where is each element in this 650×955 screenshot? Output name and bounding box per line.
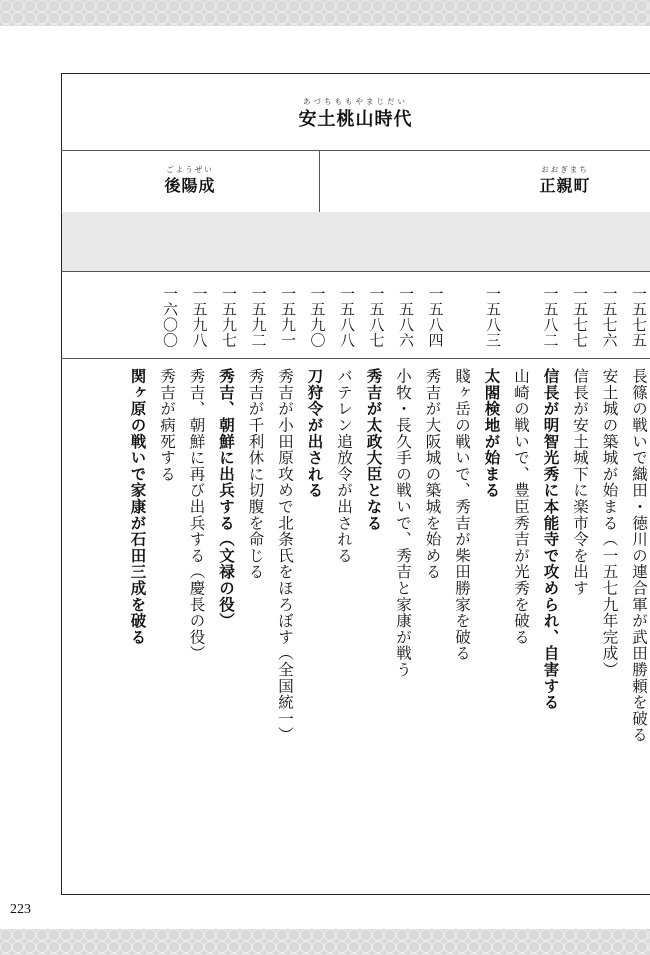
bottom-decorative-band: [0, 929, 650, 955]
divider-years: [61, 358, 650, 359]
year-cell: 一五九〇: [308, 286, 327, 348]
event-text: 長篠の戦いで織田・徳川の連合軍が武田勝頼を破る: [630, 368, 648, 743]
page-number: 223: [10, 902, 31, 917]
year-cell: 一五八八: [338, 286, 356, 348]
event-text: 太閤検地が始まる: [482, 368, 501, 499]
event-text: 秀吉が千利休に切腹を命じる: [246, 368, 265, 580]
event-row: [70, 368, 646, 888]
event-text: 山崎の戦いで、豊臣秀吉が光秀を破る: [512, 368, 530, 646]
year-cell: 一五八三: [484, 286, 502, 348]
year-cell: 一五七五: [630, 286, 648, 348]
era-ruby: あづちももやまじだい: [303, 97, 408, 106]
event-text: 安土城の築城が始まる（一五七九年完成）: [600, 368, 619, 678]
year-cell: 一五八六: [397, 286, 415, 348]
year-cell: 一五七六: [600, 286, 619, 348]
emperor-ogimachi: [520, 164, 610, 196]
emperor-ruby: おおぎまち: [541, 165, 589, 174]
year-cell: 一五九七: [220, 286, 238, 348]
year-cell: 一五八七: [367, 286, 386, 348]
year-row: [70, 286, 646, 356]
event-text: 信長が明智光秀に本能寺で攻められ、自害する: [541, 368, 560, 711]
event-text: 秀吉、朝鮮に出兵する（文禄の役）: [217, 368, 235, 629]
event-text: 小牧・長久手の戦いで、秀吉と家康が戦う: [394, 368, 412, 678]
year-cell: 一五八四: [426, 286, 445, 348]
divider-emperor-columns: [319, 150, 320, 212]
event-text: バテレン追放令が出される: [335, 368, 353, 564]
year-cell: 一五七七: [571, 286, 589, 348]
empty-shaded-row: [62, 212, 650, 271]
event-text: 秀吉が太政大臣となる: [364, 368, 383, 531]
divider-era: [61, 150, 650, 151]
emperor-goyozei: [145, 164, 235, 196]
event-text: 秀吉が小田原攻めで北条氏をほろぼす（全国統一）: [276, 368, 294, 743]
event-text: 秀吉が大阪城の築城を始める: [423, 368, 442, 580]
event-text: 信長が安土城下に楽市令を出す: [571, 368, 589, 597]
event-text: 刀狩令が出される: [305, 368, 324, 499]
year-cell: 一五八二: [541, 286, 560, 348]
year-cell: 一五九二: [249, 286, 268, 348]
emperor-name: 後陽成: [164, 176, 216, 195]
divider-gray: [61, 271, 650, 272]
year-cell: 一六〇〇: [161, 286, 179, 348]
event-text: 秀吉、朝鮮に再び出兵する（慶長の役）: [187, 368, 206, 662]
event-text: 賤ヶ岳の戦いで、秀吉が柴田勝家を破る: [453, 368, 471, 662]
emperor-name: 正親町: [539, 176, 591, 195]
event-text: 秀吉が病死する: [158, 368, 176, 483]
top-decorative-band: [0, 0, 650, 26]
era-heading: [61, 96, 650, 131]
era-title: 安土桃山時代: [298, 109, 413, 130]
year-cell: 一五九八: [190, 286, 209, 348]
event-text: 関ヶ原の戦いで家康が石田三成を破る: [128, 368, 147, 646]
year-cell: 一五九一: [279, 286, 297, 348]
emperor-ruby: ごようぜい: [166, 165, 214, 174]
